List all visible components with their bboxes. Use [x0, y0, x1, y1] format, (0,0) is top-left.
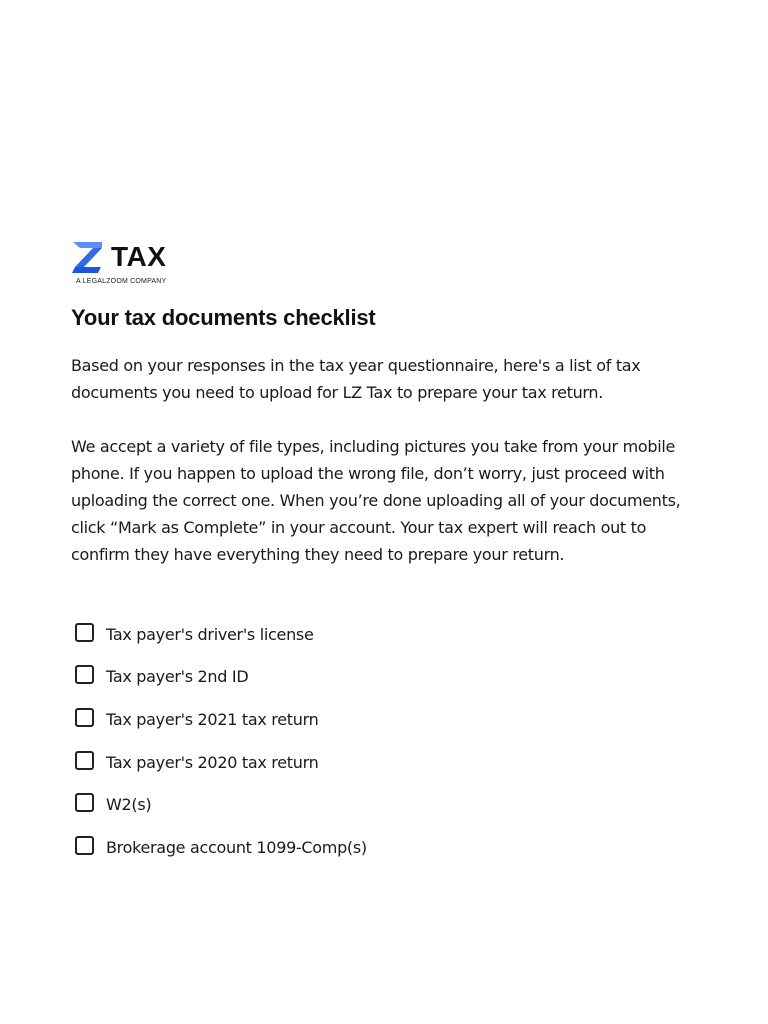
checkbox[interactable] [75, 793, 94, 812]
checkbox[interactable] [75, 623, 94, 642]
checklist-item-label: Tax payer's 2nd ID [106, 667, 249, 687]
checkbox[interactable] [75, 836, 94, 855]
checklist-item-label: Tax payer's driver's license [106, 624, 314, 644]
documents-checklist [71, 613, 701, 869]
checklist-item-label: Tax payer's 2021 tax return [106, 709, 319, 729]
checklist-item-label: W2(s) [106, 795, 152, 815]
logo-tagline: A LEGALZOOM COMPANY [76, 278, 167, 285]
page-title: Your tax documents checklist [71, 305, 376, 330]
logo-wordmark: TAX [111, 241, 167, 272]
lz-logo-top-bar [73, 242, 102, 248]
checklist-item [71, 741, 701, 784]
lz-logo-icon [71, 242, 105, 273]
checkbox[interactable] [75, 708, 94, 727]
checklist-item [71, 613, 701, 656]
lz-logo-bottom-bar [72, 267, 101, 273]
lz-logo-diagonal [75, 248, 102, 267]
checklist-item [71, 698, 701, 741]
instructions-paragraph: We accept a variety of file types, including pictures you take from your mobile phone. If you happen to upload the wrong file, don’t worry, just proceed with uploading the correct one. When you’re done uploading all of your documents, click “Mark as Complete” in your account. Your tax expert will reach out to confirm they have everything they need to prepare your return. [71, 437, 681, 564]
checklist-item [71, 783, 701, 826]
checkbox[interactable] [75, 665, 94, 684]
lz-tax-logo [71, 240, 701, 288]
intro-paragraph: Based on your responses in the tax year questionnaire, here's a list of tax documents you need to upload for LZ Tax to prepare your tax return. [71, 356, 641, 402]
checklist-item-label: Brokerage account 1099-Comp(s) [106, 837, 367, 857]
checklist-item [71, 656, 701, 699]
document-page [71, 240, 701, 869]
checkbox[interactable] [75, 751, 94, 770]
checklist-item-label: Tax payer's 2020 tax return [106, 752, 319, 772]
checklist-item [71, 826, 701, 869]
